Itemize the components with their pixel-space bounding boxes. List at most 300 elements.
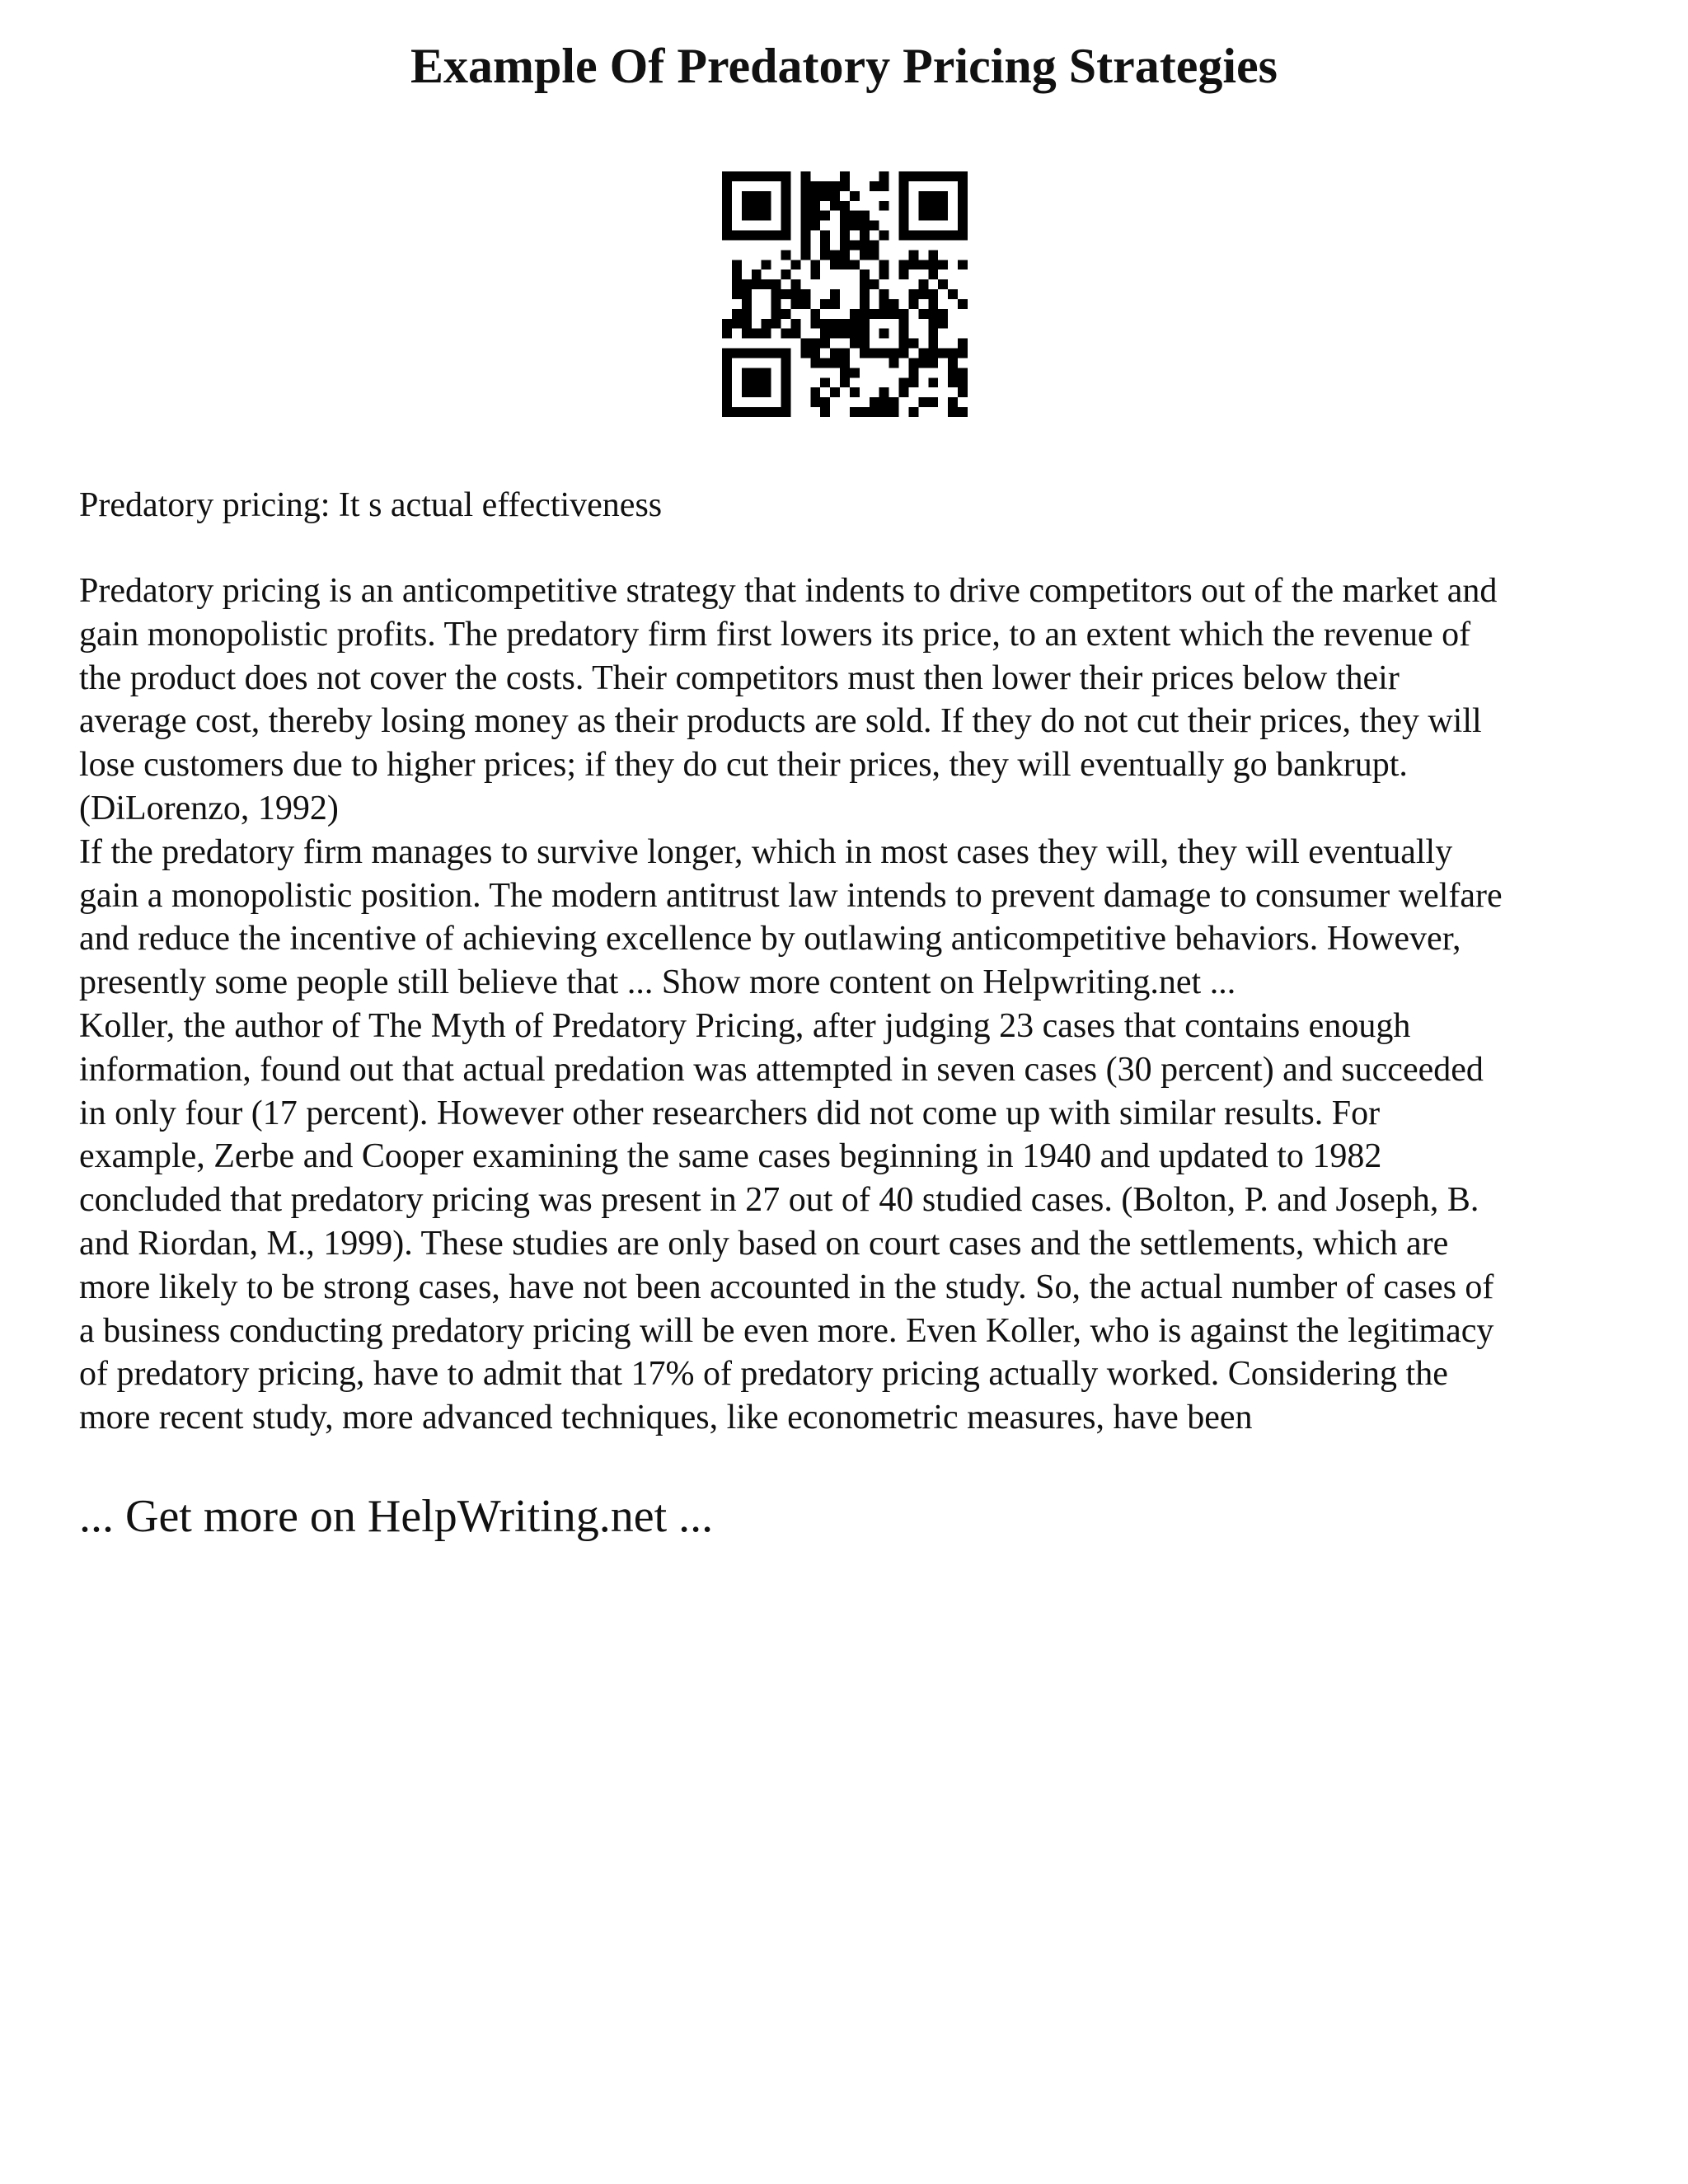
qr-module (742, 349, 752, 359)
qr-module (860, 339, 870, 349)
qr-module (870, 407, 879, 417)
qr-module (958, 181, 968, 191)
qr-module (870, 309, 879, 319)
qr-module (879, 329, 889, 339)
body-line: Koller, the author of The Myth of Predatory Pricing, after judging 23 cases that contains enough (79, 1006, 1411, 1045)
qr-module (781, 349, 791, 359)
qr-module (732, 171, 742, 181)
qr-module (762, 387, 771, 397)
qr-module (928, 191, 938, 201)
qr-code (722, 171, 968, 417)
qr-module (800, 250, 810, 260)
qr-module (899, 181, 909, 191)
qr-module (870, 221, 879, 231)
qr-module (860, 407, 870, 417)
qr-module (840, 181, 850, 191)
body-line: in only four (17 percent). However other researchers did not come up with similar results. For (79, 1094, 1381, 1132)
qr-module (908, 377, 918, 387)
qr-module (762, 349, 771, 359)
qr-module (752, 279, 762, 289)
qr-module (938, 319, 948, 329)
qr-module (810, 358, 820, 368)
qr-module (860, 250, 870, 260)
qr-module (928, 309, 938, 319)
qr-module (742, 231, 752, 241)
body-line: presently some people still believe that ... Show more content on Helpwriting.net ... (79, 963, 1236, 1002)
qr-module (830, 387, 840, 397)
qr-module (810, 319, 820, 329)
qr-module (722, 201, 732, 211)
qr-module (850, 211, 860, 221)
qr-module (800, 339, 810, 349)
qr-module (732, 309, 742, 319)
qr-module (879, 387, 889, 397)
qr-module (742, 407, 752, 417)
body-line: information, found out that actual predation was attempted in seven cases (30 percent) and succeeded (79, 1050, 1484, 1089)
qr-module (879, 231, 889, 241)
qr-module (928, 171, 938, 181)
qr-module (732, 279, 742, 289)
qr-module (938, 260, 948, 269)
qr-module (781, 329, 791, 339)
qr-module (771, 407, 781, 417)
qr-module (908, 358, 918, 368)
qr-module (889, 349, 899, 359)
body-line: If the predatory firm manages to survive longer, which in most cases they will, they will eventually (79, 832, 1453, 871)
qr-module (781, 289, 791, 299)
qr-module (732, 407, 742, 417)
qr-module (908, 260, 918, 269)
qr-module (742, 368, 752, 377)
qr-module (850, 368, 860, 377)
qr-module (899, 211, 909, 221)
qr-module (820, 191, 830, 201)
qr-module (860, 240, 870, 250)
qr-module (722, 171, 732, 181)
qr-module (879, 289, 889, 299)
qr-module (860, 269, 870, 279)
qr-module (722, 377, 732, 387)
qr-module (908, 299, 918, 309)
article-subtitle: Predatory pricing: It s actual effectiveness (79, 486, 663, 524)
qr-module (752, 377, 762, 387)
qr-module (810, 221, 820, 231)
qr-module (850, 260, 860, 269)
qr-module (810, 181, 820, 191)
qr-module (899, 387, 909, 397)
qr-module (820, 240, 830, 250)
qr-module (928, 269, 938, 279)
qr-module (899, 269, 909, 279)
qr-module (830, 329, 840, 339)
qr-module (928, 260, 938, 269)
qr-module (771, 279, 781, 289)
qr-module (830, 260, 840, 269)
qr-module (762, 368, 771, 377)
qr-module (860, 279, 870, 289)
qr-module (850, 240, 860, 250)
qr-module (948, 289, 958, 299)
qr-module (889, 309, 899, 319)
body-line: of predatory pricing, have to admit that 17% of predatory pricing actually worked. Considering the (79, 1355, 1448, 1394)
qr-module (958, 221, 968, 231)
qr-module (879, 181, 889, 191)
qr-module (870, 181, 879, 191)
qr-module (840, 358, 850, 368)
qr-module (762, 211, 771, 221)
body-line: gain monopolistic profits. The predatory firm first lowers its price, to an extent which the revenue of (79, 615, 1471, 654)
qr-module (879, 269, 889, 279)
qr-module (742, 201, 752, 211)
qr-module (918, 279, 928, 289)
qr-module (879, 299, 889, 309)
qr-module (879, 201, 889, 211)
qr-module (800, 191, 810, 201)
qr-module (800, 201, 810, 211)
qr-module (820, 377, 830, 387)
qr-module (860, 349, 870, 359)
qr-module (781, 171, 791, 181)
qr-module (752, 349, 762, 359)
qr-module (928, 289, 938, 299)
qr-module (948, 368, 958, 377)
qr-module (781, 377, 791, 387)
article-body (79, 569, 1629, 1440)
qr-module (752, 269, 762, 279)
qr-module (928, 319, 938, 329)
qr-module (918, 289, 928, 299)
qr-module (781, 309, 791, 319)
qr-module (762, 329, 771, 339)
body-line: lose customers due to higher prices; if they do cut their prices, they will eventually go bankrupt. (79, 746, 1408, 785)
qr-module (958, 201, 968, 211)
qr-module (908, 231, 918, 241)
qr-module (790, 299, 800, 309)
qr-module (958, 211, 968, 221)
qr-module (820, 339, 830, 349)
qr-module (790, 260, 800, 269)
qr-module (928, 397, 938, 407)
qr-module (879, 349, 889, 359)
qr-module (762, 319, 771, 329)
qr-module (781, 358, 791, 368)
qr-module (938, 231, 948, 241)
qr-module (860, 329, 870, 339)
qr-module (958, 387, 968, 397)
body-line: and reduce the incentive of achieving excellence by outlawing anticompetitive behaviors. However, (79, 920, 1461, 958)
qr-module (948, 171, 958, 181)
qr-module (722, 329, 732, 339)
qr-module (958, 407, 968, 417)
qr-module (899, 221, 909, 231)
qr-module (790, 329, 800, 339)
qr-module (800, 299, 810, 309)
qr-module (771, 309, 781, 319)
qr-module (938, 349, 948, 359)
qr-module (860, 299, 870, 309)
qr-module (820, 250, 830, 260)
qr-module (820, 407, 830, 417)
qr-module (938, 191, 948, 201)
qr-module (879, 397, 889, 407)
qr-module (752, 407, 762, 417)
qr-module (781, 269, 791, 279)
qr-module (928, 349, 938, 359)
qr-module (948, 407, 958, 417)
qr-module (810, 201, 820, 211)
qr-module (899, 260, 909, 269)
qr-module (830, 299, 840, 309)
qr-module (781, 231, 791, 241)
qr-module (771, 171, 781, 181)
qr-module (752, 329, 762, 339)
qr-module (879, 260, 889, 269)
qr-module (938, 211, 948, 221)
qr-module (810, 397, 820, 407)
qr-module (800, 211, 810, 221)
qr-module (918, 358, 928, 368)
qr-module (830, 319, 840, 329)
qr-module (771, 289, 781, 299)
qr-module (752, 387, 762, 397)
qr-module (742, 387, 752, 397)
qr-module (840, 349, 850, 359)
qr-module (732, 319, 742, 329)
qr-module (810, 260, 820, 269)
qr-module (948, 377, 958, 387)
qr-module (762, 231, 771, 241)
body-line: a business conducting predatory pricing will be even more. Even Koller, who is against the legitimacy (79, 1311, 1494, 1350)
qr-module (810, 387, 820, 397)
qr-module (722, 368, 732, 377)
qr-module (732, 289, 742, 299)
qr-module (820, 329, 830, 339)
qr-module (850, 329, 860, 339)
qr-module (742, 329, 752, 339)
qr-module (879, 407, 889, 417)
qr-module (958, 260, 968, 269)
qr-module (908, 289, 918, 299)
qr-module (810, 349, 820, 359)
qr-module (800, 231, 810, 241)
qr-module (928, 329, 938, 339)
qr-module (781, 221, 791, 231)
qr-module (752, 191, 762, 201)
body-line: average cost, thereby losing money as their products are sold. If they do not cut their prices, they will (79, 702, 1482, 741)
qr-module (722, 181, 732, 191)
qr-module (771, 299, 781, 309)
qr-module (790, 319, 800, 329)
qr-module (928, 250, 938, 260)
qr-module (908, 171, 918, 181)
body-line: (DiLorenzo, 1992) (79, 789, 339, 827)
qr-module (732, 260, 742, 269)
qr-module (742, 377, 752, 387)
qr-module (899, 191, 909, 201)
qr-module (722, 191, 732, 201)
qr-module (850, 191, 860, 201)
qr-module (820, 397, 830, 407)
qr-module (752, 368, 762, 377)
body-line: Predatory pricing is an anticompetitive strategy that indents to drive competitors out of the market and (79, 572, 1498, 610)
body-line: concluded that predatory pricing was present in 27 out of 40 studied cases. (Bolton, P. and Joseph, B. (79, 1181, 1479, 1220)
qr-code-icon (722, 171, 968, 417)
qr-module (840, 221, 850, 231)
qr-module (840, 250, 850, 260)
qr-module (899, 171, 909, 181)
qr-module (830, 181, 840, 191)
qr-module (820, 358, 830, 368)
qr-module (781, 191, 791, 201)
qr-module (879, 171, 889, 181)
qr-module (742, 171, 752, 181)
qr-module (830, 358, 840, 368)
qr-module (840, 211, 850, 221)
qr-module (790, 289, 800, 299)
qr-module (860, 309, 870, 319)
qr-module (771, 349, 781, 359)
qr-module (810, 339, 820, 349)
qr-module (899, 231, 909, 241)
qr-module (762, 407, 771, 417)
qr-module (722, 319, 732, 329)
qr-module (781, 397, 791, 407)
qr-module (958, 339, 968, 349)
qr-module (742, 289, 752, 299)
qr-module (899, 201, 909, 211)
page-title: Example Of Predatory Pricing Strategies (410, 39, 1278, 93)
qr-module (781, 250, 791, 260)
qr-module (800, 240, 810, 250)
qr-module (830, 201, 840, 211)
qr-module (928, 231, 938, 241)
body-line: more likely to be strong cases, have not been accounted in the study. So, the actual number of cases of (79, 1268, 1494, 1306)
qr-module (742, 191, 752, 201)
qr-module (918, 349, 928, 359)
qr-module (899, 309, 909, 319)
qr-module (928, 339, 938, 349)
qr-module (810, 269, 820, 279)
qr-module (870, 279, 879, 289)
qr-module (918, 397, 928, 407)
qr-module (850, 309, 860, 319)
qr-module (918, 231, 928, 241)
qr-module (850, 407, 860, 417)
qr-module (928, 377, 938, 387)
qr-module (840, 377, 850, 387)
qr-module (840, 240, 850, 250)
qr-module (870, 397, 879, 407)
qr-module (781, 211, 791, 221)
qr-module (781, 387, 791, 397)
qr-module (722, 231, 732, 241)
qr-module (850, 339, 860, 349)
qr-module (860, 231, 870, 241)
qr-module (889, 397, 899, 407)
qr-module (870, 240, 879, 250)
qr-module (958, 299, 968, 309)
qr-module (928, 201, 938, 211)
body-line: the product does not cover the costs. Their competitors must then lower their prices below their (79, 658, 1400, 697)
qr-module (948, 231, 958, 241)
qr-module (722, 211, 732, 221)
qr-module (908, 407, 918, 417)
qr-module (742, 309, 752, 319)
qr-module (948, 349, 958, 359)
qr-module (771, 319, 781, 329)
qr-module (860, 221, 870, 231)
qr-module (928, 299, 938, 309)
qr-module (918, 201, 928, 211)
qr-module (908, 368, 918, 377)
qr-module (800, 289, 810, 299)
body-line: and Riordan, M., 1999). These studies are only based on court cases and the settlements, which are (79, 1224, 1449, 1263)
qr-module (752, 231, 762, 241)
qr-module (918, 260, 928, 269)
qr-module (918, 191, 928, 201)
qr-module (958, 377, 968, 387)
qr-module (830, 191, 840, 201)
qr-module (800, 171, 810, 181)
qr-module (830, 250, 840, 260)
qr-module (722, 349, 732, 359)
qr-module (762, 201, 771, 211)
qr-module (850, 319, 860, 329)
qr-module (899, 319, 909, 329)
qr-module (860, 289, 870, 299)
qr-module (742, 279, 752, 289)
qr-module (771, 231, 781, 241)
qr-module (958, 349, 968, 359)
qr-module (742, 211, 752, 221)
qr-module (800, 181, 810, 191)
qr-module (948, 397, 958, 407)
qr-module (762, 191, 771, 201)
qr-module (928, 211, 938, 221)
qr-module (830, 349, 840, 359)
qr-module (820, 181, 830, 191)
qr-module (742, 319, 752, 329)
qr-module (938, 201, 948, 211)
qr-module (958, 231, 968, 241)
qr-module (840, 319, 850, 329)
qr-module (870, 349, 879, 359)
qr-module (908, 250, 918, 260)
qr-module (850, 221, 860, 231)
qr-module (958, 171, 968, 181)
qr-module (781, 201, 791, 211)
qr-module (752, 171, 762, 181)
qr-module (889, 299, 899, 309)
qr-module (762, 279, 771, 289)
qr-module (752, 201, 762, 211)
qr-module (840, 368, 850, 377)
qr-module (879, 309, 889, 319)
qr-module (938, 171, 948, 181)
qr-module (810, 191, 820, 201)
body-line: example, Zerbe and Cooper examining the same cases beginning in 1940 and updated to 1982 (79, 1137, 1382, 1176)
qr-module (781, 407, 791, 417)
qr-module (800, 221, 810, 231)
qr-module (908, 339, 918, 349)
qr-module (870, 250, 879, 260)
get-more-link-text: ... Get more on HelpWriting.net ... (79, 1491, 714, 1542)
qr-module (889, 358, 899, 368)
qr-module (928, 358, 938, 368)
qr-module (800, 349, 810, 359)
qr-module (781, 181, 791, 191)
qr-module (899, 377, 909, 387)
